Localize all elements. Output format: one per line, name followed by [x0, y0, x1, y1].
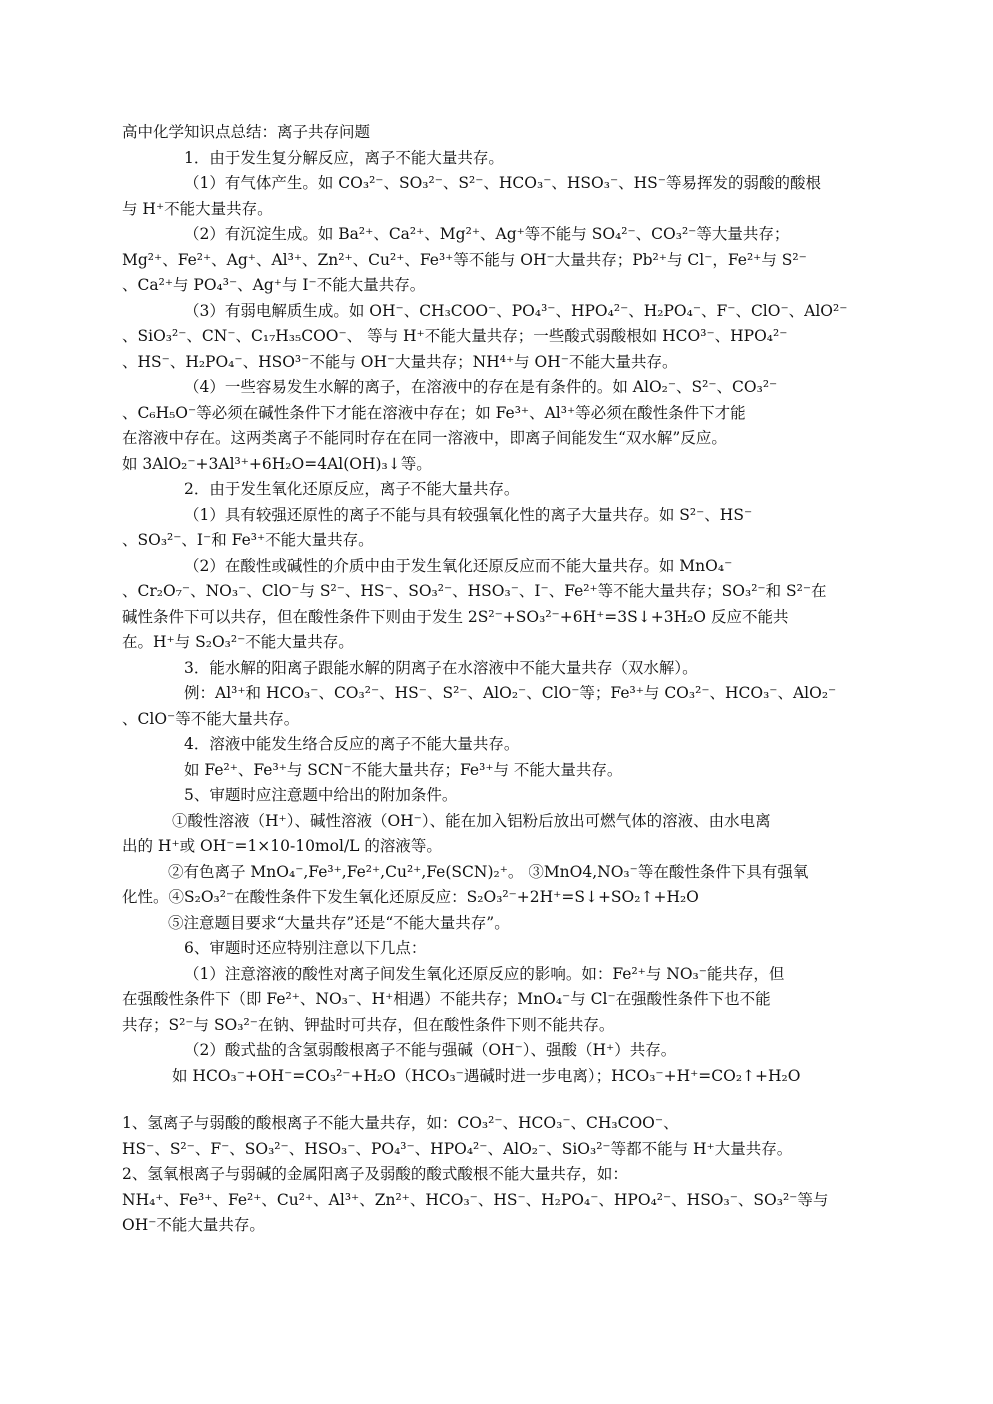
summary-line: NH₄⁺、Fe³⁺、Fe²⁺、Cu²⁺、Al³⁺、Zn²⁺、HCO₃⁻、HS⁻、H₂PO₄⁻、HPO₄²⁻、HSO₃⁻、SO₃²⁻等与 — [122, 1190, 829, 1209]
paragraph-line: （1）注意溶液的酸性对离子间发生氧化还原反应的影响。如：Fe²⁺与 NO₃⁻能共存，但 — [184, 964, 785, 983]
document-body — [122, 120, 848, 1239]
paragraph-line: Mg²⁺、Fe²⁺、Ag⁺、Al³⁺、Zn²⁺、Cu²⁺、Fe³⁺等不能与 OH⁻大量共存；Pb²⁺与 Cl⁻，Fe²⁺与 S²⁻ — [122, 250, 807, 269]
paragraph-line: 、C₆H₅O⁻等必须在碱性条件下才能在溶液中存在；如 Fe³⁺、Al³⁺等必须在酸性条件下才能 — [122, 403, 746, 422]
section-1-heading: 1．由于发生复分解反应，离子不能大量共存。 — [184, 148, 504, 167]
paragraph-line: （1）有气体产生。如 CO₃²⁻、SO₃²⁻、S²⁻、HCO₃⁻、HSO₃⁻、HS⁻等易挥发的弱酸的酸根 — [184, 174, 821, 192]
paragraph-line: 如 Fe²⁺、Fe³⁺与 SCN⁻不能大量共存；Fe³⁺与 不能大量共存。 — [184, 760, 623, 779]
paragraph-line: （1）具有较强还原性的离子不能与具有较强氧化性的离子大量共存。如 S²⁻、HS⁻ — [184, 505, 753, 524]
paragraph-line: （2）有沉淀生成。如 Ba²⁺、Ca²⁺、Mg²⁺、Ag⁺等不能与 SO₄²⁻、CO₃²⁻等大量共存； — [184, 225, 790, 243]
paragraph-line: 在强酸性条件下（即 Fe²⁺、NO₃⁻、H⁺相遇）不能共存；MnO₄⁻与 Cl⁻在强酸性条件下也不能 — [122, 990, 771, 1008]
paragraph-line: 例：Al³⁺和 HCO₃⁻、CO₃²⁻、HS⁻、S²⁻、AlO₂⁻、ClO⁻等；Fe³⁺与 CO₃²⁻、HCO₃⁻、AlO₂⁻ — [184, 684, 837, 702]
section-4-heading: 4．溶液中能发生络合反应的离子不能大量共存。 — [184, 735, 520, 753]
paragraph-line: （4）一些容易发生水解的离子，在溶液中的存在是有条件的。如 AlO₂⁻、S²⁻、CO₃²⁻ — [184, 378, 778, 396]
paragraph-line: 、ClO⁻等不能大量共存。 — [122, 709, 300, 728]
summary-line: OH⁻不能大量共存。 — [122, 1216, 265, 1234]
paragraph-line: 共存；S²⁻与 SO₃²⁻在钠、钾盐时可共存，但在酸性条件下则不能共存。 — [122, 1015, 615, 1034]
paragraph-line: ②有色离子 MnO₄⁻,Fe³⁺,Fe²⁺,Cu²⁺,Fe(SCN)₂⁺。 ③MnO4,NO₃⁻等在酸性条件下具有强氧 — [168, 862, 809, 881]
paragraph-line: ①酸性溶液（H⁺）、碱性溶液（OH⁻）、能在加入铝粉后放出可燃气体的溶液、由水电离 — [172, 811, 771, 830]
paragraph-line: （3）有弱电解质生成。如 OH⁻、CH₃COO⁻、PO₄³⁻、HPO₄²⁻、H₂PO₄⁻、F⁻、ClO⁻、AlO²⁻ — [184, 301, 848, 320]
paragraph-line: 碱性条件下可以共存，但在酸性条件下则由于发生 2S²⁻+SO₃²⁻+6H⁺=3S↓+3H₂O 反应不能共 — [122, 607, 789, 626]
paragraph-line: 、Cr₂O₇⁻、NO₃⁻、ClO⁻与 S²⁻、HS⁻、SO₃²⁻、HSO₃⁻、I⁻、Fe²⁺等不能大量共存；SO₃²⁻和 S²⁻在 — [122, 582, 827, 600]
paragraph-line: ⑤注意题目要求“大量共存”还是“不能大量共存”。 — [168, 913, 510, 932]
section-5-heading: 5、审题时应注意题中给出的附加条件。 — [184, 786, 458, 804]
paragraph-gap — [122, 1089, 842, 1111]
section-3-heading: 3．能水解的阳离子跟能水解的阴离子在水溶液中不能大量共存（双水解）。 — [184, 658, 698, 677]
paragraph-line: 、SO₃²⁻、I⁻和 Fe³⁺不能大量共存。 — [122, 531, 374, 549]
paragraph-line: 、SiO₃²⁻、CN⁻、C₁₇H₃₅COO⁻、 等与 H⁺不能大量共存；一些酸式弱酸根如 HCO³⁻、HPO₄²⁻ — [122, 327, 788, 345]
paragraph-line: （2）酸式盐的含氢弱酸根离子不能与强碱（OH⁻）、强酸（H⁺）共存。 — [184, 1041, 677, 1059]
section-2-heading: 2．由于发生氧化还原反应，离子不能大量共存。 — [184, 480, 520, 498]
document-title: 高中化学知识点总结：离子共存问题 — [122, 123, 371, 141]
paragraph-line: 、HS⁻、H₂PO₄⁻、HSO³⁻不能与 OH⁻大量共存；NH⁴⁺与 OH⁻不能大量共存。 — [122, 352, 678, 371]
paragraph-line: 如 HCO₃⁻+OH⁻=CO₃²⁻+H₂O（HCO₃⁻遇碱时进一步电离）；HCO₃⁻+H⁺=CO₂↑+H₂O — [172, 1066, 801, 1085]
paragraph-line: （2）在酸性或碱性的介质中由于发生氧化还原反应而不能大量共存。如 MnO₄⁻ — [184, 556, 733, 575]
paragraph-line: 在。H⁺与 S₂O₃²⁻不能大量共存。 — [122, 633, 354, 651]
summary-line: 1、氢离子与弱酸的酸根离子不能大量共存，如：CO₃²⁻、HCO₃⁻、CH₃COO⁻、 — [122, 1114, 679, 1132]
paragraph-line: 如 3AlO₂⁻+3Al³⁺+6H₂O=4Al(OH)₃↓等。 — [122, 454, 432, 473]
summary-line: HS⁻、S²⁻、F⁻、SO₃²⁻、HSO₃⁻、PO₄³⁻、HPO₄²⁻、AlO₂⁻、SiO₃²⁻等都不能与 H⁺大量共存。 — [122, 1139, 793, 1158]
paragraph-line: 与 H⁺不能大量共存。 — [122, 199, 273, 218]
summary-line: 2、氢氧根离子与弱碱的金属阳离子及弱酸的酸式酸根不能大量共存，如： — [122, 1165, 628, 1183]
paragraph-line: 在溶液中存在。这两类离子不能同时存在在同一溶液中，即离子间能发生“双水解”反应。 — [122, 429, 727, 447]
paragraph-line: 、Ca²⁺与 PO₄³⁻、Ag⁺与 I⁻不能大量共存。 — [122, 276, 426, 294]
section-6-heading: 6、审题时还应特别注意以下几点： — [184, 939, 427, 957]
paragraph-line: 化性。④S₂O₃²⁻在酸性条件下发生氧化还原反应：S₂O₃²⁻+2H⁺=S↓+SO₂↑+H₂O — [122, 888, 699, 906]
paragraph-line: 出的 H⁺或 OH⁻=1×10-10mol/L 的溶液等。 — [122, 837, 442, 855]
